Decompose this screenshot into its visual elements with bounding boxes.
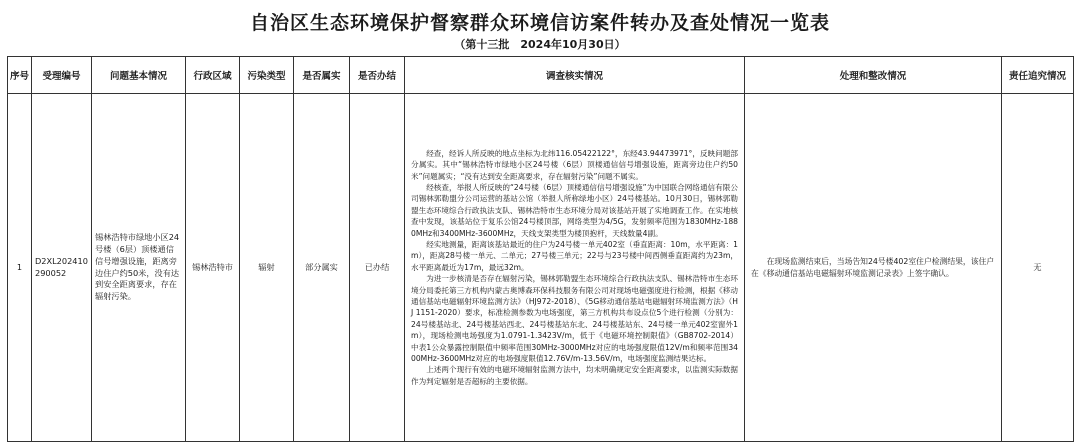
header-handling: 处理和整改情况 xyxy=(745,57,1002,94)
cell-case-id: D2XL202410290052 xyxy=(32,94,92,442)
header-pollution-type: 污染类型 xyxy=(240,57,294,94)
cell-verified: 部分属实 xyxy=(294,94,350,442)
header-closed: 是否办结 xyxy=(350,57,405,94)
survey-paragraph: 上述两个现行有效的电磁环境辐射监测方法中，均未明确规定安全距离要求，以监测实际数据作为判定辐射是否超标的主要依据。 xyxy=(411,365,738,386)
cell-closed: 已办结 xyxy=(350,94,405,442)
header-region: 行政区域 xyxy=(186,57,240,94)
header-issue: 问题基本情况 xyxy=(92,57,186,94)
case-table xyxy=(7,56,1074,442)
survey-paragraph: 为进一步核清是否存在辐射污染，锡林郭勒盟生态环境综合行政执法支队、锡林浩特市生态环境分局委托第三方机构内蒙古奥博森环保科技服务有限公司对现场电磁强度进行检测，根据《移动通信基站电磁辐射环境监测方法》（HJ972-2018）、《5G移动通信基站电磁辐射环境监测方法》（HJ 1151-2020）要求，标准检测参数为电场强度，第三方机构共布设点位5个进行检测（分别为：24号楼基站北、24号楼基站西北、24号楼基站东北、24号楼基站东、24号楼一单元402室窗外1m），现场检测电场强度为1.0791-1.3423V/m，低于《电磁环境控制限值》（GB8702-2014）中表1公众暴露控制限值中频率范围30MHz-3000MHz对应的电场强度限值12V/m和频率范围3400MHz-3600MHz对应的电场强度限值12.76V/m-13.56V/m，电场强度监测结果达标。 xyxy=(411,274,738,363)
table-header-row xyxy=(8,57,1074,94)
survey-paragraph: 经查，经诉人所反映的地点坐标为北纬116.05422122°，东经43.94473971°，反映问题部分属实。其中“锡林浩特市绿地小区24号楼（6层）顶楼通信信号增强设施，距离旁边住户约50米”问题属实；“没有达到安全距离要求，存在辐射污染”问题不属实。 xyxy=(411,148,738,181)
cell-accountability: 无 xyxy=(1002,94,1074,442)
cell-region: 锡林浩特市 xyxy=(186,94,240,442)
document-subtitle: （第十三批 2024年10月30日） xyxy=(454,38,626,51)
survey-paragraph: 经实地测量，距离该基站最近的住户为24号楼一单元402室（垂直距离：10m，水平距离：1m），距离28号楼一单元、二单元；27号楼三单元；22号与23号楼中间西侧垂直距离约为23m，水平距离最近为17m，最远32m。 xyxy=(411,240,739,272)
header-accountability: 责任追究情况 xyxy=(1002,57,1074,94)
handling-text: 在现场监测结束后，当场告知24号楼402室住户检测结果，该住户在《移动通信基站电磁辐射环境监测记录表》上签字确认。 xyxy=(751,256,995,278)
document-title: 自治区生态环境保护督察群众环境信访案件转办及查处情况一览表 xyxy=(249,12,830,34)
cell-pollution-type: 辐射 xyxy=(240,94,294,442)
table-row xyxy=(8,94,1074,442)
header-verified: 是否属实 xyxy=(294,57,350,94)
header-case-id: 受理编号 xyxy=(32,57,92,94)
survey-paragraph: 经核查，举报人所反映的“24号楼（6层）顶楼通信信号增强设施”为中国联合网络通信有限公司锡林郭勒盟分公司运营的基站公馆（举报人所称绿地小区）24号楼基站。10月30日，锡林郭勒盟生态环境综合行政执法支队、锡林浩特市生态环境分局对该基站开展了实地调查工作。在实地核查中发现，该基站位于复乐公馆24号楼顶部，网络类型为4/5G，发射频率范围为1830MHz-1880MHz和3400MHz-3600MHz，天线支架类型为楼顶抱杆，天线数量4副。 xyxy=(411,183,738,238)
header-survey: 调查核实情况 xyxy=(405,57,745,94)
cell-index: 1 xyxy=(8,94,32,442)
cell-survey xyxy=(405,94,745,442)
header-index: 序号 xyxy=(8,57,32,94)
cell-issue: 锡林浩特市绿地小区24号楼（6层）顶楼通信信号增强设施，距离旁边住户约50米，没有达到安全距离要求，存在辐射污染。 xyxy=(92,94,186,442)
cell-handling xyxy=(745,94,1002,442)
